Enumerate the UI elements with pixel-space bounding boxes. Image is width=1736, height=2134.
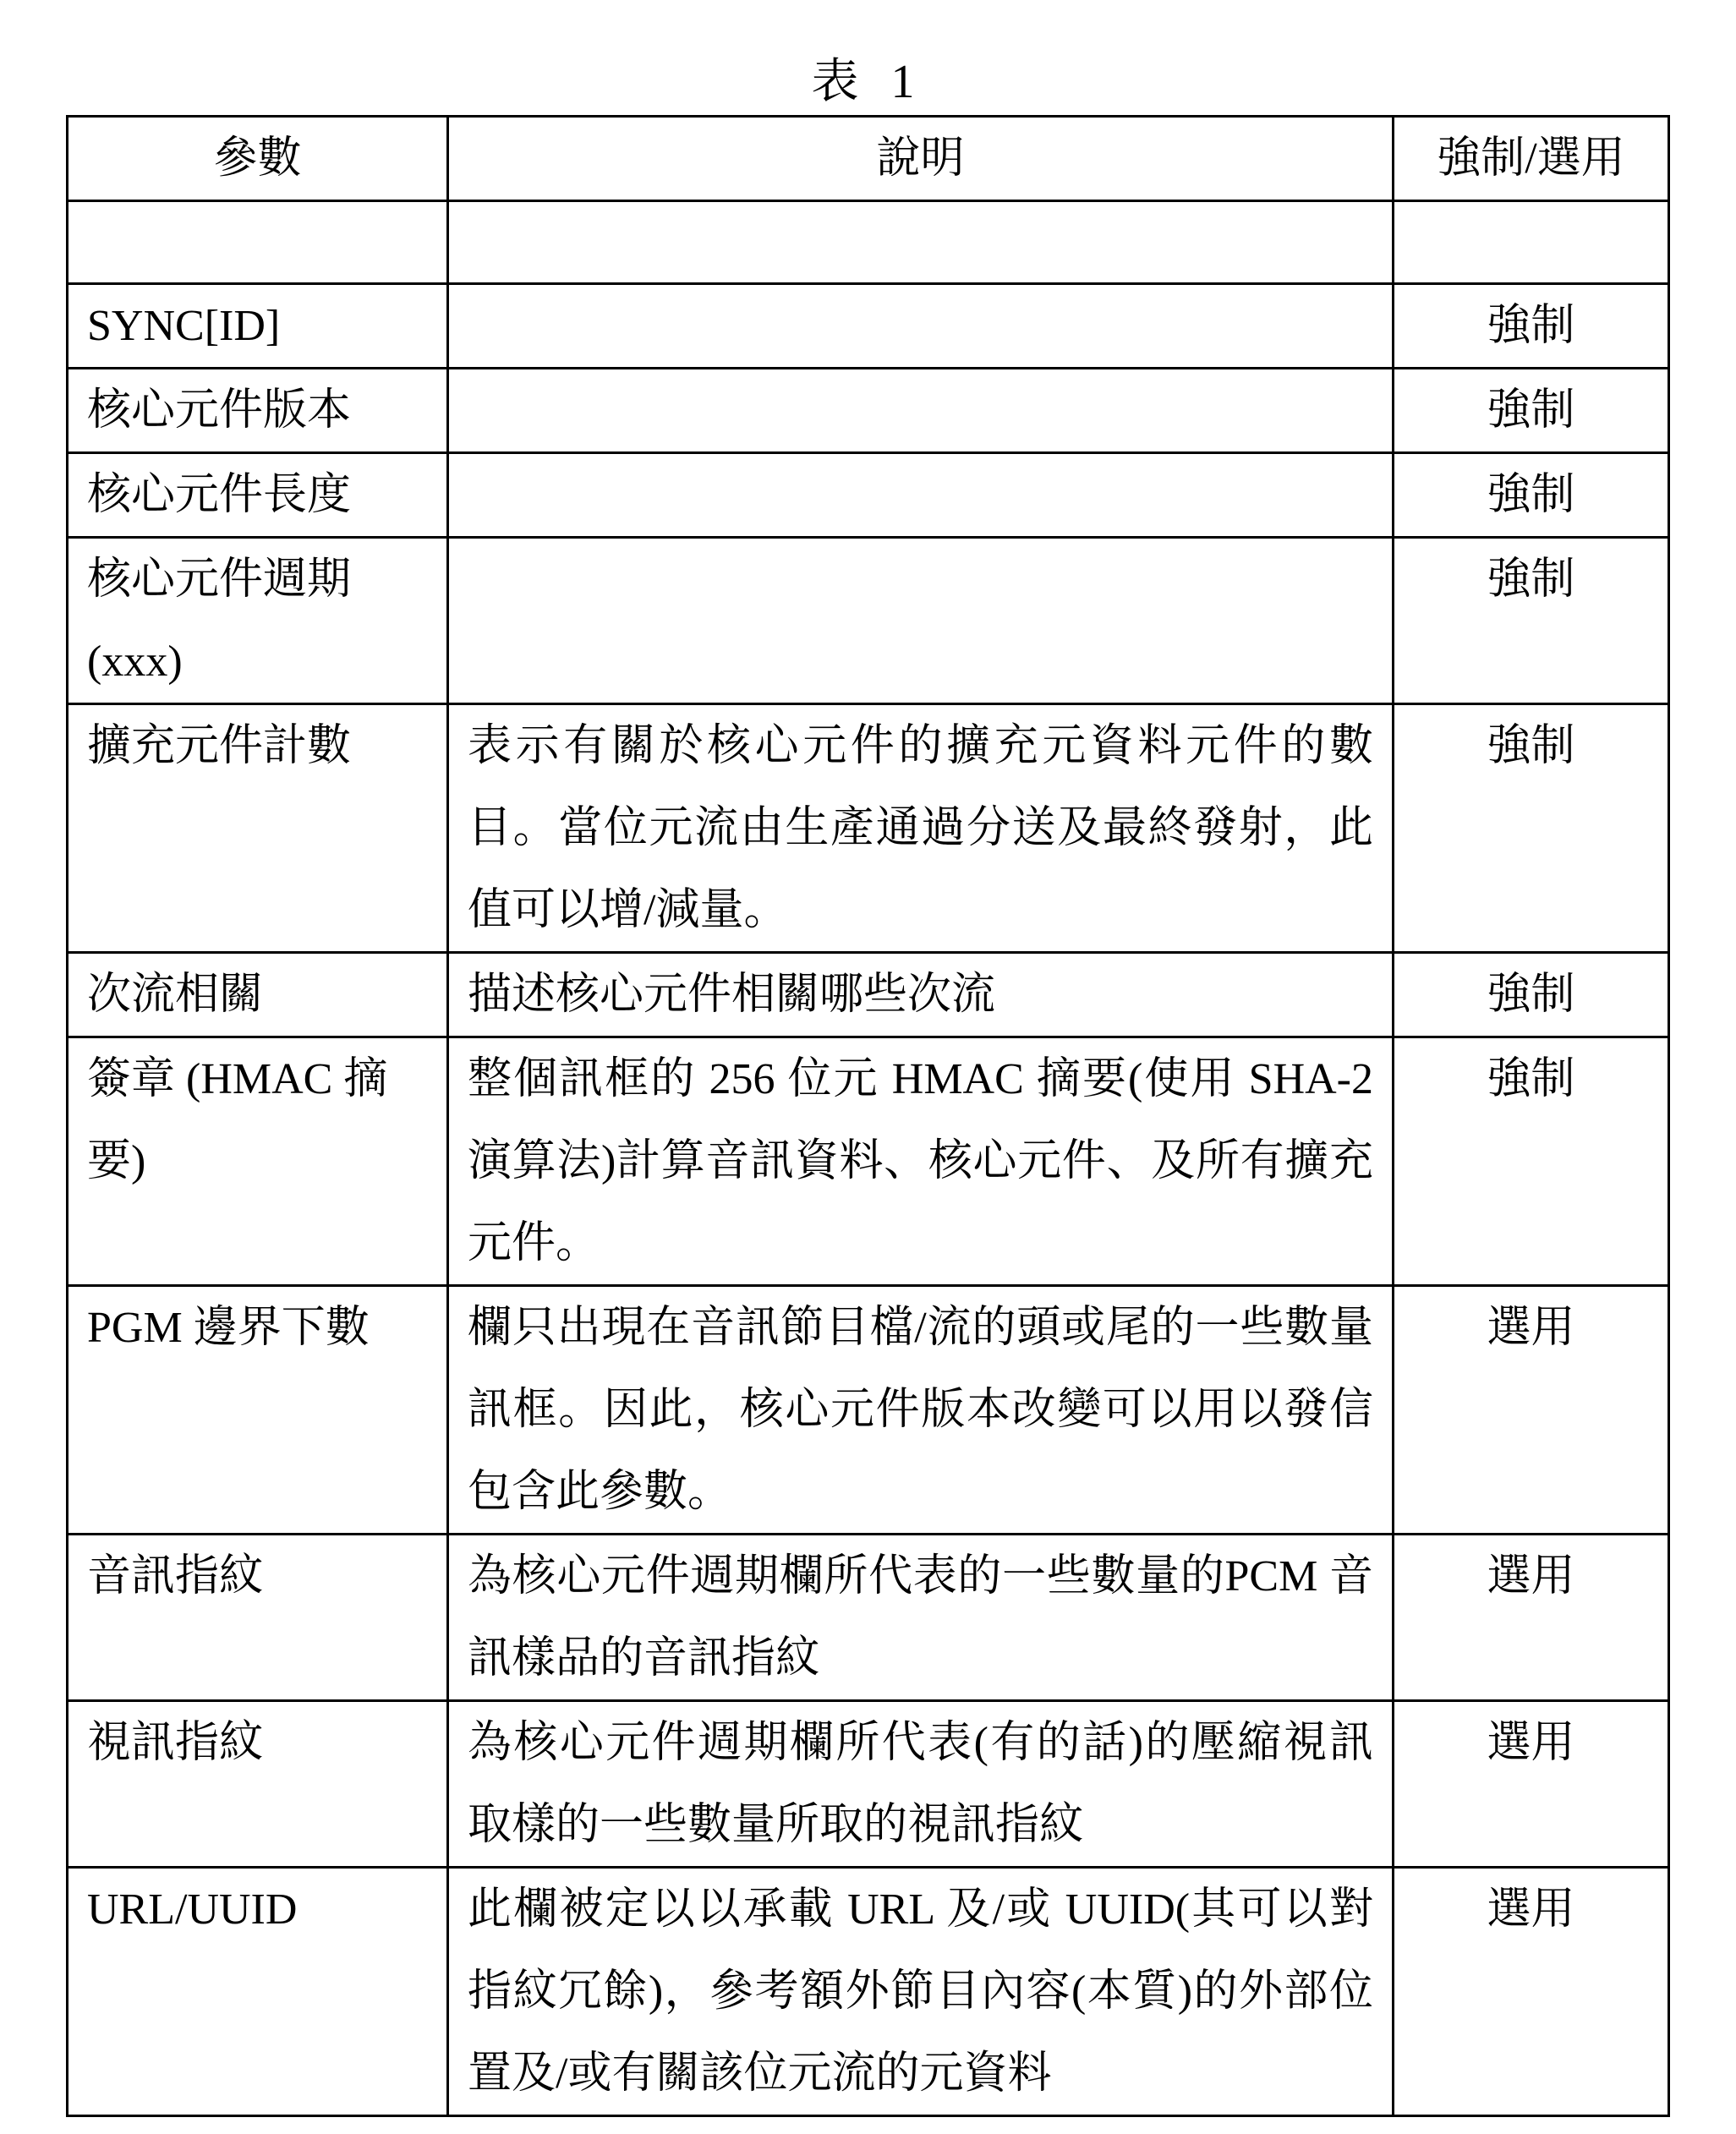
requirement-cell: 選用: [1394, 1701, 1669, 1868]
table-row: [68, 1535, 1669, 1701]
requirement-cell: 選用: [1394, 1868, 1669, 2116]
description-cell: 表示有關於核心元件的擴充元資料元件的數目。當位元流由生產通過分送及最終發射，此值可以增/減量。: [448, 704, 1394, 953]
table-row: [68, 369, 1669, 453]
table-row: [68, 284, 1669, 369]
param-cell: 視訊指紋: [68, 1701, 448, 1868]
requirement-cell: 強制: [1394, 704, 1669, 953]
param-cell: 核心元件版本: [68, 369, 448, 453]
requirement-cell: 強制: [1394, 369, 1669, 453]
requirement-cell: 強制: [1394, 1037, 1669, 1286]
param-cell: SYNC[ID]: [68, 284, 448, 369]
param-cell: 簽章 (HMAC 摘要): [68, 1037, 448, 1286]
requirement-cell: 選用: [1394, 1286, 1669, 1535]
requirement-cell: 強制: [1394, 453, 1669, 538]
requirement-cell: 強制: [1394, 284, 1669, 369]
table-row: [68, 953, 1669, 1037]
param-cell: 擴充元件計數: [68, 704, 448, 953]
table-header-row: [68, 117, 1669, 201]
table-row: [68, 201, 1669, 284]
header-mandatory-optional: 強制/選用: [1394, 117, 1669, 201]
description-cell: 為核心元件週期欄所代表的一些數量的PCM 音訊樣品的音訊指紋: [448, 1535, 1394, 1701]
param-cell: URL/UUID: [68, 1868, 448, 2116]
table-row: [68, 1701, 1669, 1868]
requirement-cell: 強制: [1394, 953, 1669, 1037]
table-row: [68, 538, 1669, 704]
parameter-table: [66, 115, 1670, 2117]
description-cell: 描述核心元件相關哪些次流: [448, 953, 1394, 1037]
header-description: 說明: [448, 117, 1394, 201]
requirement-cell: 選用: [1394, 1535, 1669, 1701]
param-cell: 音訊指紋: [68, 1535, 448, 1701]
description-cell: [448, 453, 1394, 538]
table-row: [68, 704, 1669, 953]
description-cell: 欄只出現在音訊節目檔/流的頭或尾的一些數量訊框。因此，核心元件版本改變可以用以發信包含此參數。: [448, 1286, 1394, 1535]
description-cell: 此欄被定以以承載 URL 及/或 UUID(其可以對指紋冗餘)，參考額外節目內容(本質)的外部位置及/或有關該位元流的元資料: [448, 1868, 1394, 2116]
param-cell: [68, 201, 448, 284]
param-cell: 次流相關: [68, 953, 448, 1037]
description-cell: [448, 201, 1394, 284]
table-row: [68, 1286, 1669, 1535]
description-cell: [448, 369, 1394, 453]
header-parameter: 參數: [68, 117, 448, 201]
param-cell: PGM 邊界下數: [68, 1286, 448, 1535]
description-cell: [448, 538, 1394, 704]
requirement-cell: [1394, 201, 1669, 284]
param-cell: 核心元件長度: [68, 453, 448, 538]
param-cell: 核心元件週期 (xxx): [68, 538, 448, 704]
table-row: [68, 1868, 1669, 2116]
table-row: [68, 1037, 1669, 1286]
table-title: 表 1: [811, 56, 925, 108]
requirement-cell: 強制: [1394, 538, 1669, 704]
table-row: [68, 453, 1669, 538]
description-cell: 整個訊框的 256 位元 HMAC 摘要(使用 SHA-2 演算法)計算音訊資料、核心元件、及所有擴充元件。: [448, 1037, 1394, 1286]
description-cell: [448, 284, 1394, 369]
description-cell: 為核心元件週期欄所代表(有的話)的壓縮視訊取樣的一些數量所取的視訊指紋: [448, 1701, 1394, 1868]
